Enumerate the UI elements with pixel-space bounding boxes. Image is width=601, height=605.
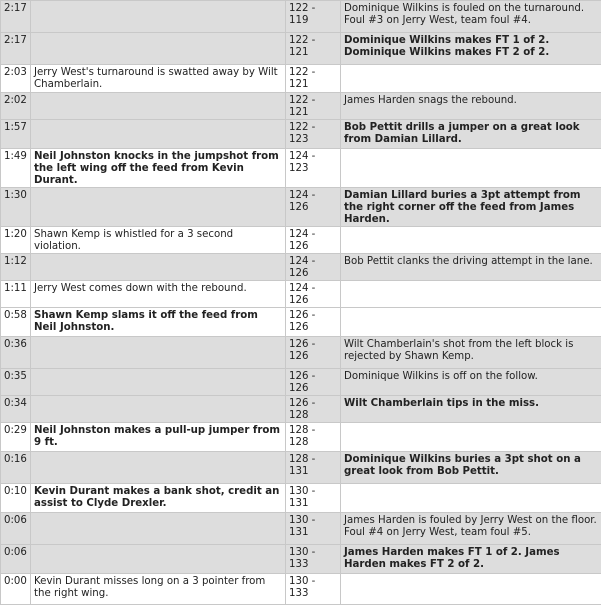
time-cell: 0:58 bbox=[1, 308, 31, 337]
score-cell: 126 - 128 bbox=[286, 396, 341, 423]
time-cell: 0:06 bbox=[1, 545, 31, 574]
away-play-cell bbox=[31, 93, 286, 120]
table-row bbox=[1, 33, 601, 65]
away-play-cell bbox=[31, 545, 286, 574]
home-play-cell: Dominique Wilkins makes FT 1 of 2. Dominique Wilkins makes FT 2 of 2. bbox=[341, 33, 601, 65]
table-row bbox=[1, 188, 601, 227]
score-cell: 122 - 123 bbox=[286, 120, 341, 149]
score-cell: 122 - 119 bbox=[286, 1, 341, 33]
score-cell: 130 - 133 bbox=[286, 545, 341, 574]
away-play-cell bbox=[31, 188, 286, 227]
table-row bbox=[1, 545, 601, 574]
home-play-cell: Dominique Wilkins buries a 3pt shot on a great look from Bob Pettit. bbox=[341, 452, 601, 484]
time-cell: 1:30 bbox=[1, 188, 31, 227]
time-cell: 0:35 bbox=[1, 369, 31, 396]
play-by-play-body bbox=[1, 1, 601, 605]
table-row bbox=[1, 149, 601, 188]
home-play-cell: Wilt Chamberlain's shot from the left block is rejected by Shawn Kemp. bbox=[341, 337, 601, 369]
home-play-cell: James Harden snags the rebound. bbox=[341, 93, 601, 120]
score-cell: 124 - 126 bbox=[286, 254, 341, 281]
away-play-cell: Shawn Kemp is whistled for a 3 second violation. bbox=[31, 227, 286, 254]
time-cell: 2:02 bbox=[1, 93, 31, 120]
home-play-cell bbox=[341, 149, 601, 188]
time-cell: 0:00 bbox=[1, 574, 31, 605]
away-play-cell: Shawn Kemp slams it off the feed from Neil Johnston. bbox=[31, 308, 286, 337]
score-cell: 130 - 131 bbox=[286, 513, 341, 545]
home-play-cell bbox=[341, 484, 601, 513]
away-play-cell bbox=[31, 513, 286, 545]
table-row bbox=[1, 574, 601, 605]
time-cell: 1:11 bbox=[1, 281, 31, 308]
score-cell: 130 - 133 bbox=[286, 574, 341, 605]
time-cell: 1:57 bbox=[1, 120, 31, 149]
away-play-cell bbox=[31, 452, 286, 484]
away-play-cell bbox=[31, 120, 286, 149]
score-cell: 130 - 131 bbox=[286, 484, 341, 513]
time-cell: 0:16 bbox=[1, 452, 31, 484]
score-cell: 124 - 126 bbox=[286, 188, 341, 227]
table-row bbox=[1, 93, 601, 120]
away-play-cell: Jerry West's turnaround is swatted away by Wilt Chamberlain. bbox=[31, 65, 286, 93]
score-cell: 124 - 123 bbox=[286, 149, 341, 188]
table-row bbox=[1, 254, 601, 281]
table-row bbox=[1, 227, 601, 254]
away-play-cell: Jerry West comes down with the rebound. bbox=[31, 281, 286, 308]
table-row bbox=[1, 337, 601, 369]
home-play-cell bbox=[341, 574, 601, 605]
away-play-cell bbox=[31, 369, 286, 396]
home-play-cell bbox=[341, 308, 601, 337]
time-cell: 0:06 bbox=[1, 513, 31, 545]
score-cell: 128 - 128 bbox=[286, 423, 341, 452]
away-play-cell: Neil Johnston knocks in the jumpshot from the left wing off the feed from Kevin Durant. bbox=[31, 149, 286, 188]
away-play-cell: Kevin Durant misses long on a 3 pointer from the right wing. bbox=[31, 574, 286, 605]
score-cell: 124 - 126 bbox=[286, 227, 341, 254]
time-cell: 0:10 bbox=[1, 484, 31, 513]
table-row bbox=[1, 120, 601, 149]
table-row bbox=[1, 423, 601, 452]
score-cell: 122 - 121 bbox=[286, 65, 341, 93]
time-cell: 2:03 bbox=[1, 65, 31, 93]
time-cell: 2:17 bbox=[1, 33, 31, 65]
time-cell: 0:36 bbox=[1, 337, 31, 369]
away-play-cell bbox=[31, 33, 286, 65]
home-play-cell: Bob Pettit clanks the driving attempt in the lane. bbox=[341, 254, 601, 281]
home-play-cell: Dominique Wilkins is fouled on the turnaround. Foul #3 on Jerry West, team foul #4. bbox=[341, 1, 601, 33]
table-row bbox=[1, 484, 601, 513]
score-cell: 128 - 131 bbox=[286, 452, 341, 484]
home-play-cell bbox=[341, 281, 601, 308]
away-play-cell: Neil Johnston makes a pull-up jumper from 9 ft. bbox=[31, 423, 286, 452]
time-cell: 0:34 bbox=[1, 396, 31, 423]
table-row bbox=[1, 396, 601, 423]
score-cell: 122 - 121 bbox=[286, 33, 341, 65]
home-play-cell bbox=[341, 65, 601, 93]
home-play-cell: James Harden makes FT 1 of 2. James Harden makes FT 2 of 2. bbox=[341, 545, 601, 574]
score-cell: 126 - 126 bbox=[286, 369, 341, 396]
table-row bbox=[1, 65, 601, 93]
away-play-cell: Kevin Durant makes a bank shot, credit an assist to Clyde Drexler. bbox=[31, 484, 286, 513]
home-play-cell: Bob Pettit drills a jumper on a great look from Damian Lillard. bbox=[341, 120, 601, 149]
away-play-cell bbox=[31, 254, 286, 281]
table-row bbox=[1, 308, 601, 337]
table-row bbox=[1, 513, 601, 545]
home-play-cell bbox=[341, 227, 601, 254]
score-cell: 124 - 126 bbox=[286, 281, 341, 308]
time-cell: 1:12 bbox=[1, 254, 31, 281]
score-cell: 126 - 126 bbox=[286, 337, 341, 369]
score-cell: 126 - 126 bbox=[286, 308, 341, 337]
time-cell: 1:20 bbox=[1, 227, 31, 254]
score-cell: 122 - 121 bbox=[286, 93, 341, 120]
time-cell: 1:49 bbox=[1, 149, 31, 188]
away-play-cell bbox=[31, 337, 286, 369]
away-play-cell bbox=[31, 396, 286, 423]
home-play-cell bbox=[341, 423, 601, 452]
away-play-cell bbox=[31, 1, 286, 33]
home-play-cell: Dominique Wilkins is off on the follow. bbox=[341, 369, 601, 396]
home-play-cell: Damian Lillard buries a 3pt attempt from the right corner off the feed from James Harden. bbox=[341, 188, 601, 227]
home-play-cell: Wilt Chamberlain tips in the miss. bbox=[341, 396, 601, 423]
home-play-cell: James Harden is fouled by Jerry West on the floor. Foul #4 on Jerry West, team foul #5. bbox=[341, 513, 601, 545]
table-row bbox=[1, 369, 601, 396]
table-row bbox=[1, 452, 601, 484]
table-row bbox=[1, 1, 601, 33]
time-cell: 2:17 bbox=[1, 1, 31, 33]
table-row bbox=[1, 281, 601, 308]
time-cell: 0:29 bbox=[1, 423, 31, 452]
